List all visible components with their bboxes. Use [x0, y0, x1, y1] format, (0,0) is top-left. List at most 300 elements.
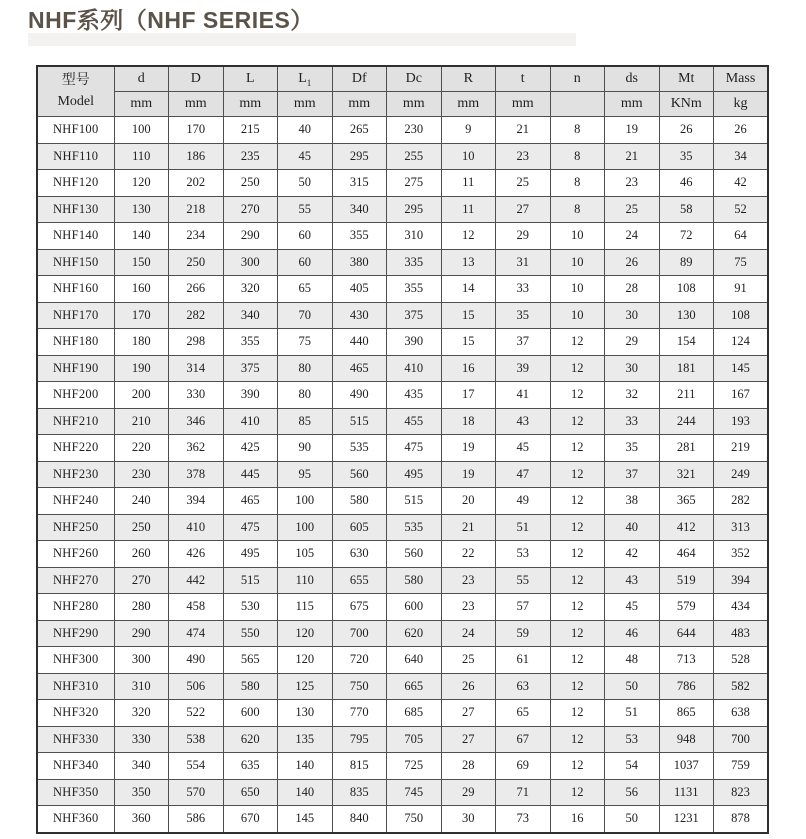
table-cell: 378 [169, 461, 224, 488]
table-cell: 35 [605, 435, 660, 462]
column-header-d: D [169, 66, 224, 92]
table-cell: 655 [332, 567, 387, 594]
table-cell: 50 [605, 806, 660, 833]
table-cell: 56 [605, 779, 660, 806]
table-cell: 340 [332, 196, 387, 223]
model-header-cn: 型号 [61, 73, 90, 89]
table-cell: 46 [605, 620, 660, 647]
table-cell: 28 [605, 276, 660, 303]
unit-header: mm [114, 92, 169, 117]
table-cell: 52 [714, 196, 769, 223]
table-cell: 69 [496, 753, 551, 780]
table-row-nhf230 [37, 461, 768, 488]
table-cell: 346 [169, 408, 224, 435]
table-cell: 310 [114, 673, 169, 700]
table-cell: 320 [223, 276, 278, 303]
table-cell: 340 [114, 753, 169, 780]
table-cell: 12 [550, 435, 605, 462]
table-cell: 10 [550, 249, 605, 276]
table-cell: 8 [550, 170, 605, 197]
table-cell: 100 [278, 514, 333, 541]
table-cell: 25 [605, 196, 660, 223]
table-cell: 64 [714, 223, 769, 250]
table-cell: 528 [714, 647, 769, 674]
table-cell: 234 [169, 223, 224, 250]
table-cell: 355 [332, 223, 387, 250]
table-cell: 215 [223, 117, 278, 144]
table-cell: 390 [387, 329, 442, 356]
table-cell: 16 [550, 806, 605, 833]
table-cell: 42 [605, 541, 660, 568]
table-cell: 167 [714, 382, 769, 409]
page-title: NHF系列（NHF SERIES） [28, 7, 314, 33]
table-cell: 120 [278, 620, 333, 647]
model-cell: NHF280 [37, 594, 114, 621]
table-cell: 80 [278, 355, 333, 382]
table-cell: 475 [223, 514, 278, 541]
table-cell: 13 [441, 249, 496, 276]
table-cell: 12 [550, 753, 605, 780]
table-cell: 130 [659, 302, 714, 329]
table-cell: 15 [441, 329, 496, 356]
table-cell: 725 [387, 753, 442, 780]
table-cell: 29 [605, 329, 660, 356]
table-cell: 35 [496, 302, 551, 329]
table-cell: 620 [387, 620, 442, 647]
table-row-nhf110 [37, 143, 768, 170]
column-header-l: L [223, 66, 278, 92]
table-cell: 244 [659, 408, 714, 435]
table-cell: 150 [114, 249, 169, 276]
table-cell: 290 [114, 620, 169, 647]
table-cell: 10 [550, 302, 605, 329]
table-cell: 186 [169, 143, 224, 170]
table-cell: 635 [223, 753, 278, 780]
table-cell: 685 [387, 700, 442, 727]
table-cell: 560 [332, 461, 387, 488]
unit-header: kg [714, 92, 769, 117]
table-cell: 515 [387, 488, 442, 515]
table-cell: 12 [550, 700, 605, 727]
table-cell: 713 [659, 647, 714, 674]
table-cell: 40 [278, 117, 333, 144]
table-cell: 240 [114, 488, 169, 515]
table-cell: 71 [496, 779, 551, 806]
table-cell: 295 [332, 143, 387, 170]
table-cell: 39 [496, 355, 551, 382]
table-cell: 250 [169, 249, 224, 276]
table-row-nhf170 [37, 302, 768, 329]
table-cell: 26 [714, 117, 769, 144]
table-cell: 230 [387, 117, 442, 144]
table-cell: 495 [387, 461, 442, 488]
table-cell: 435 [387, 382, 442, 409]
table-cell: 41 [496, 382, 551, 409]
model-cell: NHF250 [37, 514, 114, 541]
table-cell: 530 [223, 594, 278, 621]
table-cell: 455 [387, 408, 442, 435]
model-cell: NHF290 [37, 620, 114, 647]
table-cell: 440 [332, 329, 387, 356]
table-cell: 330 [114, 726, 169, 753]
table-cell: 32 [605, 382, 660, 409]
table-row-nhf150 [37, 249, 768, 276]
table-cell: 519 [659, 567, 714, 594]
table-cell: 483 [714, 620, 769, 647]
table-cell: 200 [114, 382, 169, 409]
table-row-nhf120 [37, 170, 768, 197]
unit-header: mm [441, 92, 496, 117]
table-cell: 140 [114, 223, 169, 250]
table-cell: 18 [441, 408, 496, 435]
table-cell: 220 [114, 435, 169, 462]
table-cell: 394 [169, 488, 224, 515]
table-cell: 12 [550, 382, 605, 409]
table-cell: 27 [496, 196, 551, 223]
table-cell: 12 [550, 514, 605, 541]
model-header-en: Model [57, 93, 95, 109]
table-cell: 11 [441, 196, 496, 223]
table-cell: 380 [332, 249, 387, 276]
column-header-l1: $L_1$ [278, 66, 333, 92]
table-cell: 630 [332, 541, 387, 568]
table-cell: 63 [496, 673, 551, 700]
table-cell: 120 [278, 647, 333, 674]
table-cell: 50 [605, 673, 660, 700]
table-cell: 23 [441, 594, 496, 621]
unit-header: mm [332, 92, 387, 117]
table-cell: 30 [605, 355, 660, 382]
table-cell: 49 [496, 488, 551, 515]
table-cell: 282 [714, 488, 769, 515]
table-cell: 140 [278, 753, 333, 780]
table-cell: 27 [441, 726, 496, 753]
table-cell: 586 [169, 806, 224, 833]
table-row-nhf340 [37, 753, 768, 780]
column-header-model [37, 66, 114, 117]
table-cell: 823 [714, 779, 769, 806]
table-row-nhf330 [37, 726, 768, 753]
table-cell: 110 [114, 143, 169, 170]
table-cell: 580 [332, 488, 387, 515]
table-cell: 315 [332, 170, 387, 197]
table-cell: 250 [114, 514, 169, 541]
table-row-nhf160 [37, 276, 768, 303]
table-cell: 12 [550, 541, 605, 568]
table-cell: 582 [714, 673, 769, 700]
table-cell: 45 [278, 143, 333, 170]
unit-header [550, 92, 605, 117]
table-cell: 700 [714, 726, 769, 753]
column-header-r: R [441, 66, 496, 92]
table-cell: 8 [550, 196, 605, 223]
table-cell: 60 [278, 249, 333, 276]
table-cell: 310 [387, 223, 442, 250]
table-cell: 67 [496, 726, 551, 753]
table-cell: 115 [278, 594, 333, 621]
table-cell: 313 [714, 514, 769, 541]
table-cell: 61 [496, 647, 551, 674]
table-cell: 375 [387, 302, 442, 329]
model-cell: NHF340 [37, 753, 114, 780]
table-cell: 270 [223, 196, 278, 223]
table-cell: 170 [169, 117, 224, 144]
table-cell: 840 [332, 806, 387, 833]
table-cell: 815 [332, 753, 387, 780]
table-cell: 948 [659, 726, 714, 753]
column-header-n: n [550, 66, 605, 92]
table-row-nhf220 [37, 435, 768, 462]
table-cell: 295 [387, 196, 442, 223]
table-cell: 410 [169, 514, 224, 541]
table-cell: 110 [278, 567, 333, 594]
table-cell: 95 [278, 461, 333, 488]
table-cell: 219 [714, 435, 769, 462]
table-cell: 320 [114, 700, 169, 727]
table-cell: 80 [278, 382, 333, 409]
table-cell: 34 [714, 143, 769, 170]
table-cell: 57 [496, 594, 551, 621]
table-cell: 202 [169, 170, 224, 197]
table-cell: 430 [332, 302, 387, 329]
table-cell: 335 [387, 249, 442, 276]
table-cell: 20 [441, 488, 496, 515]
table-cell: 12 [550, 594, 605, 621]
table-cell: 665 [387, 673, 442, 700]
header-label-row [37, 66, 768, 92]
table-cell: 12 [550, 408, 605, 435]
table-cell: 260 [114, 541, 169, 568]
table-cell: 795 [332, 726, 387, 753]
table-cell: 180 [114, 329, 169, 356]
table-cell: 495 [223, 541, 278, 568]
table-cell: 31 [496, 249, 551, 276]
header-unit-row [37, 92, 768, 117]
table-cell: 490 [169, 647, 224, 674]
table-cell: 465 [332, 355, 387, 382]
model-cell: NHF260 [37, 541, 114, 568]
column-header-mass: Mass [714, 66, 769, 92]
table-cell: 28 [441, 753, 496, 780]
table-cell: 21 [441, 514, 496, 541]
table-row-nhf300 [37, 647, 768, 674]
table-cell: 135 [278, 726, 333, 753]
table-cell: 270 [114, 567, 169, 594]
table-cell: 100 [278, 488, 333, 515]
table-row-nhf290 [37, 620, 768, 647]
model-cell: NHF240 [37, 488, 114, 515]
table-cell: 125 [278, 673, 333, 700]
table-cell: 750 [387, 806, 442, 833]
model-cell: NHF160 [37, 276, 114, 303]
table-cell: 650 [223, 779, 278, 806]
table-cell: 72 [659, 223, 714, 250]
table-cell: 47 [496, 461, 551, 488]
table-cell: 550 [223, 620, 278, 647]
model-cell: NHF360 [37, 806, 114, 833]
table-cell: 464 [659, 541, 714, 568]
unit-header: mm [223, 92, 278, 117]
table-cell: 211 [659, 382, 714, 409]
table-cell: 355 [387, 276, 442, 303]
table-cell: 33 [496, 276, 551, 303]
table-cell: 154 [659, 329, 714, 356]
table-cell: 878 [714, 806, 769, 833]
table-cell: 35 [659, 143, 714, 170]
table-cell: 565 [223, 647, 278, 674]
table-cell: 705 [387, 726, 442, 753]
table-row-nhf100 [37, 117, 768, 144]
table-cell: 210 [114, 408, 169, 435]
model-cell: NHF180 [37, 329, 114, 356]
table-cell: 21 [496, 117, 551, 144]
table-cell: 124 [714, 329, 769, 356]
table-cell: 50 [278, 170, 333, 197]
table-cell: 352 [714, 541, 769, 568]
model-cell: NHF110 [37, 143, 114, 170]
table-cell: 190 [114, 355, 169, 382]
nhf-spec-table [36, 65, 769, 834]
model-cell: NHF300 [37, 647, 114, 674]
table-cell: 140 [278, 779, 333, 806]
table-cell: 375 [223, 355, 278, 382]
model-cell: NHF100 [37, 117, 114, 144]
table-cell: 321 [659, 461, 714, 488]
table-cell: 40 [605, 514, 660, 541]
column-header-dc: Dc [387, 66, 442, 92]
table-cell: 30 [441, 806, 496, 833]
table-cell: 54 [605, 753, 660, 780]
table-cell: 745 [387, 779, 442, 806]
table-cell: 108 [659, 276, 714, 303]
table-cell: 26 [659, 117, 714, 144]
table-cell: 12 [550, 488, 605, 515]
table-cell: 45 [496, 435, 551, 462]
table-cell: 12 [550, 673, 605, 700]
table-cell: 193 [714, 408, 769, 435]
table-cell: 91 [714, 276, 769, 303]
table-cell: 48 [605, 647, 660, 674]
table-cell: 750 [332, 673, 387, 700]
table-cell: 445 [223, 461, 278, 488]
table-row-nhf240 [37, 488, 768, 515]
unit-header: mm [605, 92, 660, 117]
table-row-nhf180 [37, 329, 768, 356]
column-header-ds: ds [605, 66, 660, 92]
table-cell: 12 [550, 647, 605, 674]
column-header-mt: Mt [659, 66, 714, 92]
table-cell: 620 [223, 726, 278, 753]
model-cell: NHF150 [37, 249, 114, 276]
table-cell: 43 [605, 567, 660, 594]
column-header-df: Df [332, 66, 387, 92]
table-cell: 37 [496, 329, 551, 356]
model-cell: NHF320 [37, 700, 114, 727]
table-cell: 24 [605, 223, 660, 250]
table-header [37, 66, 768, 117]
table-cell: 1231 [659, 806, 714, 833]
table-cell: 37 [605, 461, 660, 488]
table-cell: 12 [441, 223, 496, 250]
table-cell: 12 [550, 567, 605, 594]
table-cell: 23 [441, 567, 496, 594]
model-cell: NHF350 [37, 779, 114, 806]
table-cell: 53 [496, 541, 551, 568]
table-row-nhf270 [37, 567, 768, 594]
model-cell: NHF140 [37, 223, 114, 250]
unit-header: mm [496, 92, 551, 117]
table-cell: 55 [496, 567, 551, 594]
table-row-nhf250 [37, 514, 768, 541]
table-cell: 65 [496, 700, 551, 727]
table-cell: 75 [278, 329, 333, 356]
table-cell: 865 [659, 700, 714, 727]
model-cell: NHF230 [37, 461, 114, 488]
table-cell: 181 [659, 355, 714, 382]
table-cell: 580 [223, 673, 278, 700]
table-cell: 145 [714, 355, 769, 382]
table-cell: 390 [223, 382, 278, 409]
table-cell: 458 [169, 594, 224, 621]
table-cell: 120 [114, 170, 169, 197]
table-cell: 51 [605, 700, 660, 727]
table-cell: 235 [223, 143, 278, 170]
table-cell: 12 [550, 726, 605, 753]
table-cell: 250 [223, 170, 278, 197]
table-cell: 43 [496, 408, 551, 435]
table-row-nhf200 [37, 382, 768, 409]
table-row-nhf310 [37, 673, 768, 700]
table-cell: 25 [441, 647, 496, 674]
table-cell: 405 [332, 276, 387, 303]
model-cell: NHF200 [37, 382, 114, 409]
table-cell: 670 [223, 806, 278, 833]
table-cell: 70 [278, 302, 333, 329]
table-cell: 281 [659, 435, 714, 462]
table-cell: 298 [169, 329, 224, 356]
model-cell: NHF210 [37, 408, 114, 435]
table-cell: 26 [605, 249, 660, 276]
table-cell: 12 [550, 461, 605, 488]
table-cell: 280 [114, 594, 169, 621]
column-header-t: t [496, 66, 551, 92]
table-row-nhf260 [37, 541, 768, 568]
table-cell: 314 [169, 355, 224, 382]
table-body [37, 117, 768, 833]
model-cell: NHF330 [37, 726, 114, 753]
table-cell: 515 [223, 567, 278, 594]
table-cell: 600 [223, 700, 278, 727]
table-cell: 786 [659, 673, 714, 700]
table-cell: 600 [387, 594, 442, 621]
table-row-nhf280 [37, 594, 768, 621]
table-cell: 10 [441, 143, 496, 170]
table-cell: 580 [387, 567, 442, 594]
table-cell: 465 [223, 488, 278, 515]
table-cell: 15 [441, 302, 496, 329]
table-row-nhf350 [37, 779, 768, 806]
unit-header: mm [278, 92, 333, 117]
table-cell: 835 [332, 779, 387, 806]
model-cell: NHF130 [37, 196, 114, 223]
table-cell: 108 [714, 302, 769, 329]
table-cell: 770 [332, 700, 387, 727]
table-cell: 59 [496, 620, 551, 647]
table-cell: 14 [441, 276, 496, 303]
table-cell: 10 [550, 223, 605, 250]
table-cell: 1037 [659, 753, 714, 780]
table-cell: 475 [387, 435, 442, 462]
